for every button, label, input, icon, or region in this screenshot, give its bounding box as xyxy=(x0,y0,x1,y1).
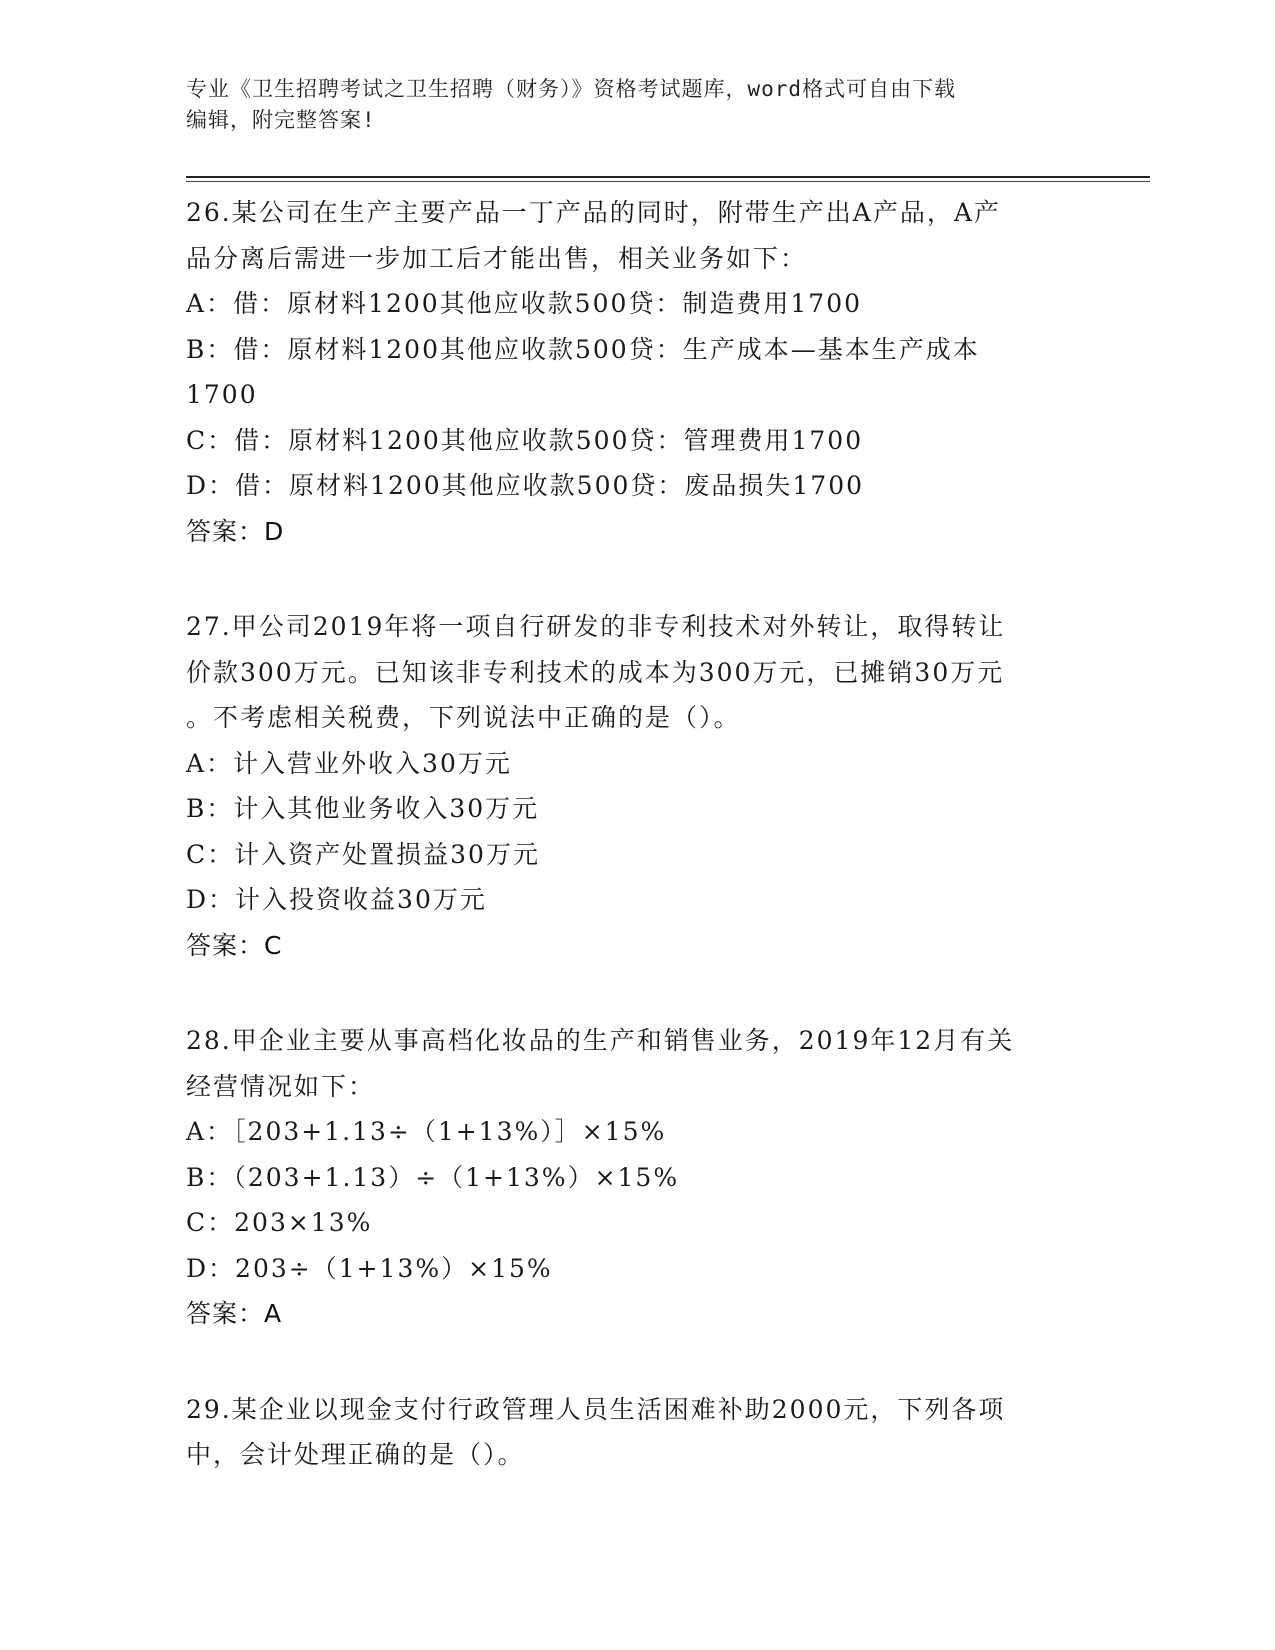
option-a: A：借：原材料1200其他应收款500贷：制造费用1700 xyxy=(186,289,863,318)
header-line-1: 专业《卫生招聘考试之卫生招聘（财务）》资格考试题库，word格式可自由下载 xyxy=(186,77,957,101)
header-divider-thin xyxy=(186,181,1150,182)
question-28 xyxy=(186,1018,1086,1337)
option-d: D：203÷（1+13%）×15% xyxy=(186,1253,553,1283)
question-list xyxy=(186,190,1086,1528)
option-c: C：计入资产处置损益30万元 xyxy=(186,839,540,869)
option-b-continued: 1700 xyxy=(186,380,258,409)
option-d: D：借：原材料1200其他应收款500贷：废品损失1700 xyxy=(186,471,865,500)
question-26 xyxy=(186,190,1086,554)
question-stem-line: 28.甲企业主要从事高档化妆品的生产和销售业务，2019年12月有关 xyxy=(186,1026,1015,1055)
question-stem-line: 经营情况如下： xyxy=(186,1071,376,1101)
option-b: B：借：原材料1200其他应收款500贷：生产成本—基本生产成本 xyxy=(186,334,980,364)
header-line-2: 编辑，附完整答案! xyxy=(186,108,376,132)
question-stem-line: 26.某公司在生产主要产品一丁产品的同时，附带生产出A产品，A产 xyxy=(186,198,1001,227)
header-divider-thick xyxy=(186,176,1150,178)
option-a: A：计入营业外收入30万元 xyxy=(186,748,512,778)
question-stem-line: 。不考虑相关税费，下列说法中正确的是（）。 xyxy=(186,703,741,732)
question-stem-line: 中，会计处理正确的是（）。 xyxy=(186,1440,525,1469)
option-c: C：203×13% xyxy=(186,1208,373,1237)
question-27 xyxy=(186,604,1086,968)
option-c: C：借：原材料1200其他应收款500贷：管理费用1700 xyxy=(186,425,864,455)
question-stem-line: 29.某企业以现金支付行政管理人员生活困难补助2000元，下列各项 xyxy=(186,1394,1006,1424)
answer-label: 答案：D xyxy=(186,516,285,546)
option-d: D：计入投资收益30万元 xyxy=(186,885,487,914)
option-b: B：（203+1.13）÷（1+13%）×15% xyxy=(186,1162,680,1192)
answer-label: 答案：C xyxy=(186,930,283,960)
answer-label: 答案：A xyxy=(186,1299,283,1328)
option-a: A：［203+1.13÷（1+13%）］×15% xyxy=(186,1117,667,1146)
question-stem-line: 价款300万元。已知该非专利技术的成本为300万元，已摊销30万元 xyxy=(186,657,1005,687)
question-stem-line: 品分离后需进一步加工后才能出售，相关业务如下： xyxy=(186,243,808,273)
option-b: B：计入其他业务收入30万元 xyxy=(186,794,540,823)
question-stem-line: 27.甲公司2019年将一项自行研发的非专利技术对外转让，取得转让 xyxy=(186,612,1006,641)
page-header xyxy=(186,74,1086,136)
question-29 xyxy=(186,1387,1086,1478)
